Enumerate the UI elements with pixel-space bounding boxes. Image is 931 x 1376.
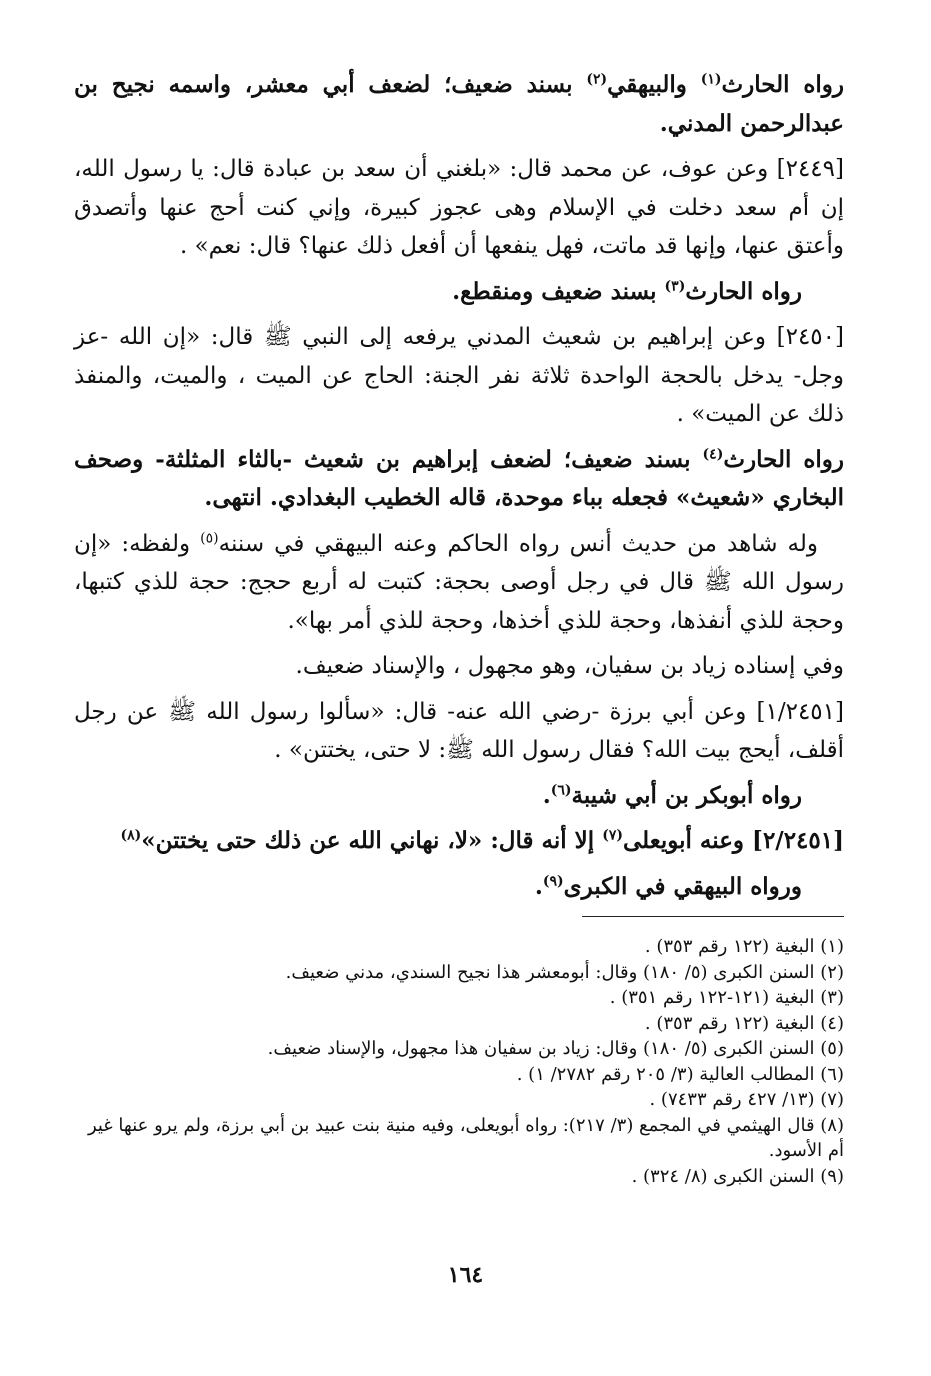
- paragraph-hadith-narration-2: [74, 273, 844, 312]
- footnote-ref: (١): [700, 71, 722, 88]
- text-run: [٢٤٥٠] وعن إبراهيم بن شعيث المدني يرفعه إلى النبي ﷺ قال: «إن الله -عز وجل- يدخل بالحجة الواحدة ثلاثة نفر الجنة: الحاج عن الميت ، والميت، والمنفذ ذلك عن الميت» .: [74, 324, 844, 427]
- text-run: [٢٤٤٩] وعن عوف، عن محمد قال: «بلغني أن سعد بن عبادة قال: يا رسول الله، إن أم سعد دخلت في الإسلام وهى عجوز كبيرة، وإني كنت أحج عنها وأتصدق وأعتق عنها، وإنها قد ماتت، فهل ينفعها أن أفعل ذلك عنها؟ قال: نعم» .: [74, 156, 844, 259]
- footnote-9: (٩) السنن الكبرى (٨/ ٣٢٤) .: [631, 1165, 844, 1187]
- text-run: بسند ضعيف ومنقطع.: [452, 277, 665, 305]
- text-run: وفي إسناده زياد بن سفيان، وهو مجهول ، والإسناد ضعيف.: [295, 653, 844, 679]
- paragraph-hadith-narration-1: [74, 66, 844, 143]
- main-text: [74, 66, 844, 913]
- footnote-ref: (٥): [200, 529, 219, 546]
- footnote-2: (٢) السنن الكبرى (٥/ ١٨٠) وقال: أبومعشر هذا نجيح السندي، مدني ضعيف.: [285, 961, 844, 983]
- text-run: بسند ضعيف؛ لضعف أبي معشر، واسمه نجيح بن عبدالرحمن المدني.: [74, 71, 844, 137]
- footnote-divider: [582, 916, 844, 917]
- text-run: رواه الحارث: [721, 71, 844, 98]
- text-run: رواه أبوبكر بن أبي شيبة: [571, 781, 802, 809]
- paragraph-hadith-2450: [74, 318, 844, 434]
- footnote-7: (٧) (١٣/ ٤٢٧ رقم ٧٤٣٣) .: [649, 1089, 844, 1110]
- footnote-ref: (٨): [120, 827, 142, 844]
- footnote-ref: (٧): [602, 827, 623, 844]
- text-run: [٢/٢٤٥١] وعنه أبويعلى: [622, 827, 844, 854]
- paragraph-supporting-evidence: [74, 525, 844, 641]
- footnote-8: (٨) قال الهيثمي في المجمع (٣/ ٢١٧): رواه أبويعلى، وفيه منية بنت عبيد بن أبي برزة، ولم يرو عنها غير أم الأسود.: [87, 1114, 844, 1161]
- footnote-ref: (٤): [702, 445, 724, 462]
- footnote-ref: (٣): [664, 277, 686, 294]
- text-run: والبيهقي: [607, 71, 701, 98]
- text-run: وله شاهد من حديث أنس رواه الحاكم وعنه البيهقي في سننه: [218, 530, 818, 557]
- footnote-ref: (٢): [586, 71, 608, 88]
- footnote-1: (١) البغية (١٢٢ رقم ٣٥٣) .: [644, 936, 844, 957]
- paragraph-hadith-2451-1: [74, 693, 844, 770]
- footnote-ref: (٦): [550, 781, 572, 798]
- footnotes: [74, 934, 844, 1189]
- text-run: ولفظه: «إن رسول الله ﷺ قال في رجل أوصى بحجة: كتبت له أربع حجج: حجة للذي كتبها، وحجة للذي أنفذها، وحجة للذي أخذها، وحجة للذي أمر بها».: [74, 530, 844, 634]
- paragraph-hadith-narration-3: [74, 441, 844, 518]
- paragraph-hadith-2451-2: [74, 822, 844, 861]
- paragraph-isnad-note: [74, 647, 844, 686]
- text-run: ورواه البيهقي في الكبرى: [563, 872, 802, 900]
- text-run: رواه الحارث: [723, 445, 844, 473]
- paragraph-hadith-2449: [74, 150, 844, 266]
- footnote-3: (٣) البغية (١٢١-١٢٢ رقم ٣٥١) .: [609, 987, 844, 1008]
- page-number: ١٦٤: [447, 1262, 484, 1288]
- footnote-4: (٤) البغية (١٢٢ رقم ٣٥٣) .: [644, 1012, 844, 1034]
- paragraph-hadith-narration-5: [74, 868, 844, 907]
- text-run: رواه الحارث: [685, 277, 802, 305]
- text-run: بسند ضعيف؛ لضعف إبراهيم بن شعيث -بالثاء المثلثة- وصحف البخاري «شعيث» فجعله بباء موحدة، قاله الخطيب البغدادي. انتهى.: [74, 445, 844, 511]
- text-run: [١/٢٤٥١] وعن أبي برزة -رضي الله عنه- قال: «سألوا رسول الله ﷺ عن رجل أقلف، أيحج بيت الله؟ فقال رسول الله ﷺ: لا حتى، يختتن» .: [74, 698, 844, 763]
- text-run: .: [534, 872, 543, 900]
- text-run: إلا أنه قال: «لا، نهاني الله عن ذلك حتى يختتن»: [141, 827, 603, 854]
- footnote-6: (٦) المطالب العالية (٣/ ٢٠٥ رقم ٢٧٨٢/ ١) .: [516, 1063, 844, 1085]
- text-run: .: [542, 781, 551, 809]
- footnote-5: (٥) السنن الكبرى (٥/ ١٨٠) وقال: زياد بن سفيان هذا مجهول، والإسناد ضعيف.: [267, 1038, 844, 1059]
- paragraph-hadith-narration-4: [74, 777, 844, 816]
- footnote-ref: (٩): [542, 872, 564, 889]
